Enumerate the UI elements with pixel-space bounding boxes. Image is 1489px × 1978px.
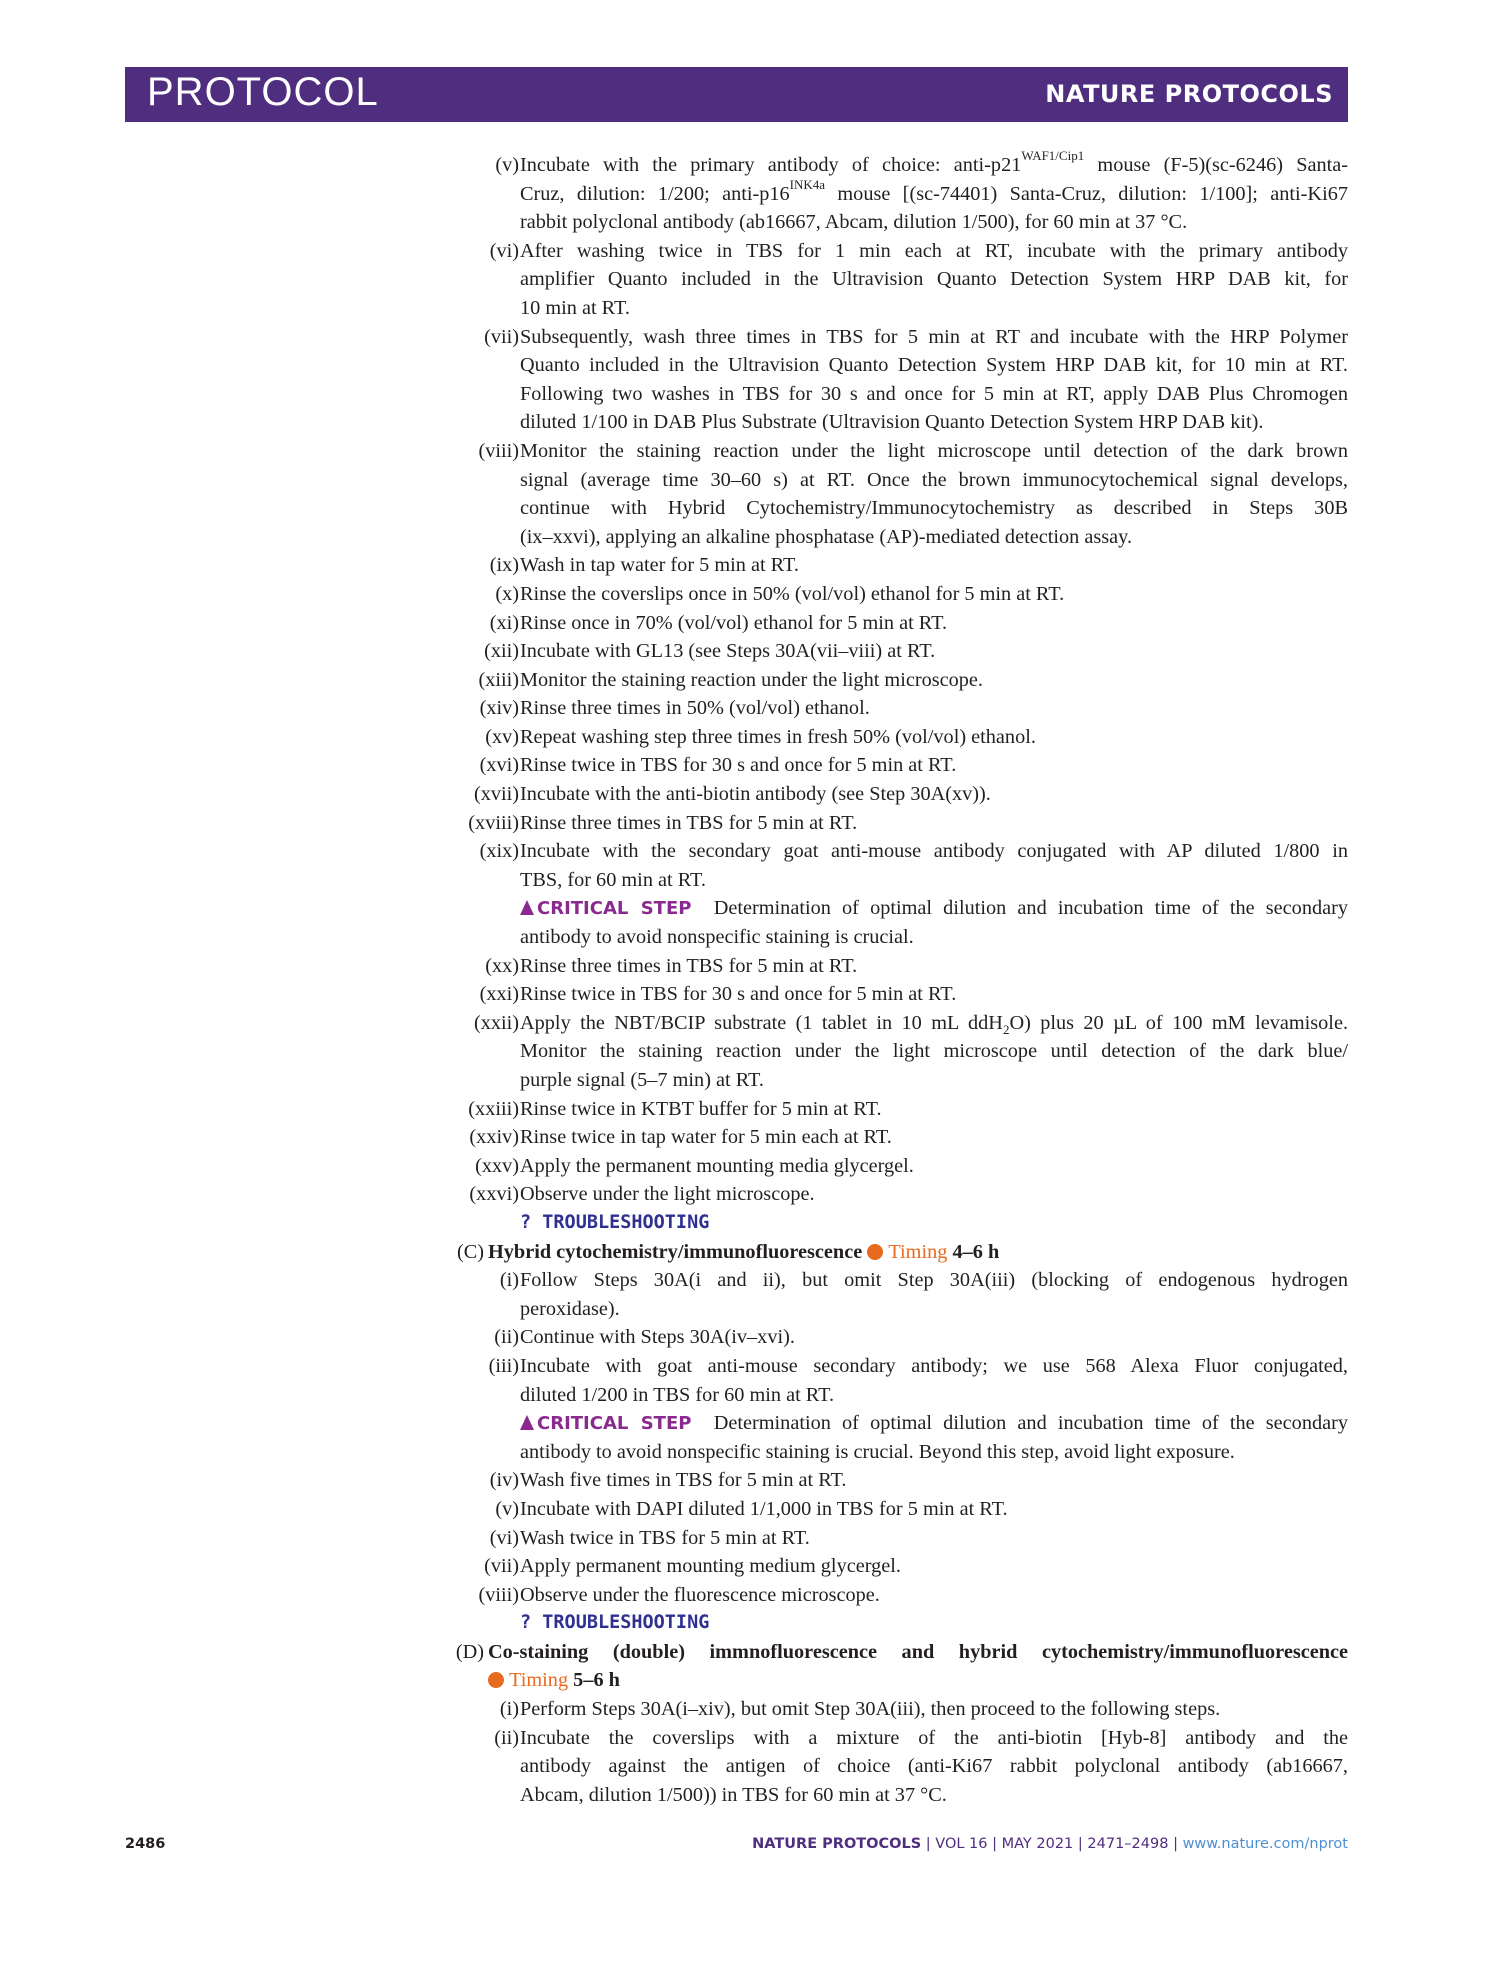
journal-name: NATURE PROTOCOLS — [1045, 80, 1333, 108]
list-item: (xvii) Incubate with the anti-biotin antibody (see Step 30A(xv)). — [473, 783, 991, 806]
timing-dot-icon — [867, 1244, 883, 1260]
warning-triangle-icon — [520, 1415, 534, 1430]
page-footer — [0, 1836, 1489, 1860]
list-item: (xxi) Rinse twice in TBS for 30 s and once for 5 min at RT. — [479, 983, 957, 1006]
section-label: PROTOCOL — [147, 70, 379, 114]
journal-link[interactable]: www.nature.com/nprot — [1182, 1836, 1348, 1852]
list-item: (i) Follow Steps 30A(i and ii), but omit Step 30A(iii) (blocking of endogenous hydrogen — [499, 1269, 1348, 1292]
list-item: (xxiv) Rinse twice in tap water for 5 min each at RT. — [469, 1126, 892, 1149]
critical-step: CRITICAL STEP Determination of optimal dilution and incubation time of the secondary — [0, 1409, 1489, 1438]
troubleshooting-label: ? TROUBLESHOOTING — [520, 1211, 710, 1233]
article-body: (v) Incubate with the primary antibody of choice: anti-$p21^{WAF1/Cip1}$ mouse (F-5)(sc-6246) Santa- Cruz, dilution: 1/200; anti-$p16^{INK4a}$ mouse [(sc-74401) Santa-Cruz, dilution: 1/100]; anti-Ki67 rabbit polyclonal antibody (ab16667, Abcam, dilution 1/500), for 60 min at 37 °C. (vi) After washing twice in TBS for 1 min each at RT, incubate with the primary antibody amplifier Quanto included in the Ultravision Quanto Detection System HRP DAB kit, for 10 min at RT. (vii) Subsequently, wash three times in TBS for 5 min at RT and incubate with the HRP Polymer Quanto included in the Ultravision Quanto Detection System HRP DAB kit, for 10 min at RT. Following two washes in TBS for 30 s and once for 5 min at RT, apply DAB Plus Chromogen diluted 1/100 in DAB Plus Substrate (Ultravision Quanto Detection System HRP DAB kit). (viii) Monitor the staining reaction under the light microscope until detection of the dark brown signal (average time 30–60 s) at RT. Once the brown immunocytochemical signal develops, continue with Hybrid Cytochemistry/Immunocytochemistry as described in Steps 30B (ix–xxvi), applying an alkaline phosphatase (AP)-mediated detection assay. (ix) Wash in tap water for 5 min at RT. (x) Rinse the coverslips once in 50% (vol/vol) ethanol for 5 min at RT. (xi) Rinse once in 70% (vol/vol) ethanol for 5 min at RT. (xii) Incubate with GL13 (see Steps 30A(vii–viii) at RT. (xiii) Monitor the staining reaction under the light microscope. (xiv) Rinse three times in 50% (vol/vol) ethanol. (xv) Repeat washing step three times in fresh 50% (vol/vol) ethanol. (xvi) Rinse twice in TBS for 30 s and once for 5 min at RT. (xvii) Incubate with the anti-biotin antibody (see Step 30A(xv)). (xviii) Rinse three times in TBS for 5 min at RT. (xix) Incubate with the secondary goat anti-mouse antibody conjugated with AP diluted 1/800 in TBS, for 60 min at RT. CRITICAL STEP Determination of optimal dilution and incubation time of the secondary antibody to avoid nonspecific staining is crucial. (xx) Rinse three times in TBS for 5 min at RT. (xxi) Rinse twice in TBS for 30 s and once for 5 min at RT. (xxii) Apply the NBT/BCIP substrate (1 tablet in 10 mL ddH$_2$O) plus 20 µL of 100 mM levamisole. Monitor the staining reaction under the light microscope until detection of the dark blue/ purple signal (5–7 min) at RT. (xxiii) Rinse twice in KTBT buffer for 5 min at RT. (xxiv) Rinse twice in tap water for 5 min each at RT. (xxv) Apply the permanent mounting media glycergel. (xxvi) Observe under the light microscope. ? TROUBLESHOOTING (C) Hybrid cytochemistry/immunofluorescence Timing 4–6 h (i) Follow Steps 30A(i and ii), but omit Step 30A(iii) (blocking of endogenous hydrogen peroxidase). (ii) Continue with Steps 30A(iv–xvi). (iii) Incubate with goat anti-mouse secondary antibody; we use 568 Alexa Fluor conjugated, diluted 1/200 in TBS for 60 min at RT. CRITICAL STEP Determination of optimal dilution and incubation time of the secondary antibody to avoid nonspecific staining is crucial. Beyond this step, avoid light exposure. (iv) Wash five times in TBS for 5 min at RT. (v) Incubate with DAPI diluted 1/1,000 in TBS for 5 min at RT. (vi) Wash twice in TBS for 5 min at RT. (vii) Apply permanent mounting medium glycergel. (viii) Observe under the fluorescence microscope. ? TROUBLESHOOTING (D) Co-staining (double) immnofluorescence and hybrid cytochemistry/immunofluorescence Timing 5–6 h (i) Perform Steps 30A(i–xiv), but omit Step 30A(iii), then proceed to the following steps. (ii) Incubate the coverslips with a mixture of the anti-biotin [Hyb-8] antibody and the antibody against the antigen of choice (anti-Ki67 rabbit polyclonal antibody (ab16667, Abcam, dilution 1/500)) in TBS for 60 min at 37 °C. — [0, 151, 1489, 1809]
list-item: (ii) Continue with Steps 30A(iv–xvi). — [494, 1326, 795, 1349]
list-item: (xxiii) Rinse twice in KTBT buffer for 5 min at RT. — [468, 1097, 882, 1120]
list-item: (vii) Subsequently, wash three times in TBS for 5 min at RT and incubate with the HRP Polymer — [484, 325, 1348, 348]
warning-triangle-icon — [520, 900, 534, 915]
section-heading: (C) Hybrid cytochemistry/immunofluorescence Timing 4–6 h — [456, 1240, 1000, 1263]
list-item: (iii) Incubate with goat anti-mouse secondary antibody; we use 568 Alexa Fluor conjugated, — [488, 1354, 1348, 1377]
timing-dot-icon — [488, 1672, 504, 1688]
list-item: (xii) Incubate with GL13 (see Steps 30A(vii–viii) at RT. — [484, 640, 936, 663]
list-item: (vii) Apply permanent mounting medium glycergel. — [484, 1555, 901, 1578]
list-item: (xxii) Apply the NBT/BCIP substrate (1 tablet in 10 mL ddH$_2$O) plus 20 µL of 100 mM levamisole. — [473, 1011, 1349, 1037]
list-item: (xiii) Monitor the staining reaction under the light microscope. — [478, 668, 983, 691]
list-item: (xvi) Rinse twice in TBS for 30 s and once for 5 min at RT. — [479, 754, 957, 777]
list-item: (xix) Incubate with the secondary goat anti-mouse antibody conjugated with AP diluted 1/800 in — [479, 840, 1348, 863]
list-item: (v) Incubate with DAPI diluted 1/1,000 in TBS for 5 min at RT. — [495, 1497, 1008, 1520]
page-number: 2486 — [125, 1836, 166, 1852]
list-item: (i) Perform Steps 30A(i–xiv), but omit Step 30A(iii), then proceed to the following steps. — [499, 1698, 1221, 1721]
list-item: (x) Rinse the coverslips once in 50% (vol/vol) ethanol for 5 min at RT. — [495, 582, 1065, 605]
list-item: (xxvi) Observe under the light microscope. — [469, 1183, 815, 1206]
list-item: (vi) Wash twice in TBS for 5 min at RT. — [489, 1526, 810, 1549]
list-item: (xviii) Rinse three times in TBS for 5 min at RT. — [468, 811, 858, 834]
list-item: (viii) Monitor the staining reaction under the light microscope until detection of the dark brown — [478, 439, 1348, 462]
list-item: (xv) Repeat washing step three times in fresh 50% (vol/vol) ethanol. — [485, 725, 1036, 748]
list-item: (iv) Wash five times in TBS for 5 min at RT. — [489, 1469, 847, 1492]
list-item: (xiv) Rinse three times in 50% (vol/vol) ethanol. — [479, 697, 870, 720]
list-item: (xi) Rinse once in 70% (vol/vol) ethanol for 5 min at RT. — [489, 611, 948, 634]
list-item: (xx) Rinse three times in TBS for 5 min at RT. — [485, 954, 858, 977]
critical-step: CRITICAL STEP Determination of optimal dilution and incubation time of the secondary — [0, 894, 1489, 923]
list-item: (ii) Incubate the coverslips with a mixture of the anti-biotin [Hyb-8] antibody and the — [494, 1726, 1348, 1749]
list-item: (viii) Observe under the fluorescence microscope. — [478, 1583, 880, 1606]
troubleshooting-label: ? TROUBLESHOOTING — [520, 1612, 710, 1634]
list-item: (xxv) Apply the permanent mounting media glycergel. — [475, 1154, 914, 1177]
list-item: (vi) After washing twice in TBS for 1 min each at RT, incubate with the primary antibody — [489, 239, 1348, 262]
section-heading: (D) Co-staining (double) immnofluorescence and hybrid cytochemistry/immunofluorescence — [455, 1640, 1348, 1663]
list-item: (v) Incubate with the primary antibody of choice: anti-$p21^{WAF1/Cip1}$ mouse (F-5)(sc-6246) Santa- — [495, 148, 1349, 176]
citation: NATURE PROTOCOLS | VOL 16 | MAY 2021 | 2471–2498 | www.nature.com/nprot — [752, 1836, 1348, 1852]
list-item: (ix) Wash in tap water for 5 min at RT. — [489, 554, 799, 577]
page-header — [125, 67, 1348, 122]
